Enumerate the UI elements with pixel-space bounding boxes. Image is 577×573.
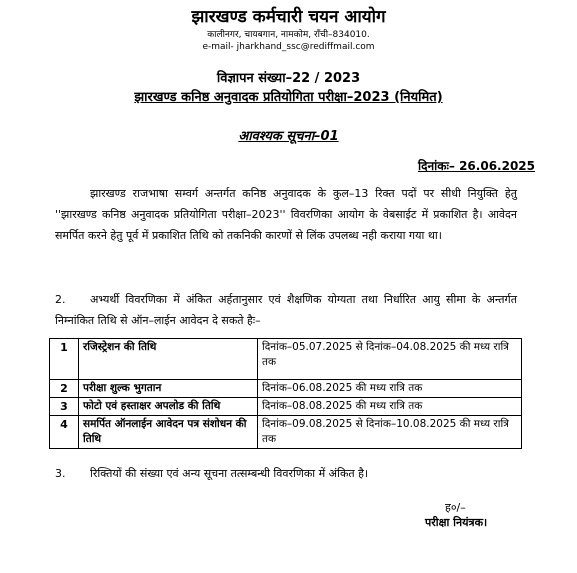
table-row — [50, 416, 522, 449]
paragraph-1 — [55, 183, 517, 246]
paragraph-2-number: 2. — [55, 293, 66, 306]
row-label: परीक्षा शुल्क भुगतान — [79, 380, 258, 398]
row-dates: दिनांक–05.07.2025 से दिनांक–04.08.2025 की मध्य रात्रि तक — [258, 339, 522, 380]
schedule-table — [49, 338, 522, 449]
row-label: फोटो एवं हस्ताक्षर अपलोड की तिथि — [79, 398, 258, 416]
row-dates: दिनांक–06.08.2025 की मध्य रात्रि तक — [258, 380, 522, 398]
row-dates: दिनांक–08.08.2025 की मध्य रात्रि तक — [258, 398, 522, 416]
org-name: झारखण्ड कर्मचारी चयन आयोग — [191, 7, 386, 27]
row-number: 4 — [50, 416, 79, 449]
table-row — [50, 339, 522, 380]
signatory-designation: परीक्षा नियंत्रक। — [425, 516, 488, 529]
paragraph-2 — [55, 289, 517, 331]
table-row — [50, 398, 522, 416]
row-label: रजिस्ट्रेशन की तिथि — [79, 339, 258, 380]
row-number: 2 — [50, 380, 79, 398]
paragraph-2-text: अभ्यर्थी विवरणिका में अंकित अर्हतानुसार एवं शैक्षणिक योग्यता तथा निर्धारित आयु सीमा के अन्तर्गत निम्नांकित तिथि से ऑन–लाईन आवेदन दे सकते हैः– — [55, 293, 517, 327]
row-dates: दिनांक–09.08.2025 से दिनांक–10.08.2025 की मध्य रात्रि तक — [258, 416, 522, 449]
org-address: कालीनगर, चायबगान, नामकोम, राँची–834010. — [207, 30, 370, 40]
paragraph-1-text: झारखण्ड राजभाषा सम्वर्ग अन्तर्गत कनिष्ठ अनुवादक के कुल–13 रिक्त पदों पर सीधी नियुक्ति हेतु ''झारखण्ड कनिष्ठ अनुवादक प्रतियोगिता परीक्षा–2023'' विवरणिका आयोग के वेबसाईट में प्रकाशित है। आवेदन समर्पित करने हेतु पूर्व में प्रकाशित तिथि को तकनिकी कारणों से लिंक उपलब्ध नही कराया गया था। — [55, 187, 517, 242]
exam-title: झारखण्ड कनिष्ठ अनुवादक प्रतियोगिता परीक्षा–2023 (नियमित) — [134, 90, 443, 105]
row-number: 1 — [50, 339, 79, 380]
signature-mark: ह०/– — [445, 501, 466, 514]
notice-heading: आवश्यक सूचना–01 — [238, 129, 339, 144]
row-label: समर्पित ऑनलाईन आवेदन पत्र संशोधन की तिथि — [79, 416, 258, 449]
table-row — [50, 380, 522, 398]
advertisement-number: विज्ञापन संख्या–22 / 2023 — [216, 71, 361, 86]
footnote — [55, 466, 368, 481]
footnote-number: 3. — [55, 467, 66, 480]
org-email: e-mail- jharkhand_ssc@rediffmail.com — [202, 42, 375, 52]
footnote-text: रिक्तियों की संख्या एवं अन्य सूचना तत्सम्बन्धी विवरणिका में अंकित है। — [90, 467, 369, 480]
notice-date: दिनांकः– 26.06.2025 — [418, 159, 535, 173]
row-number: 3 — [50, 398, 79, 416]
